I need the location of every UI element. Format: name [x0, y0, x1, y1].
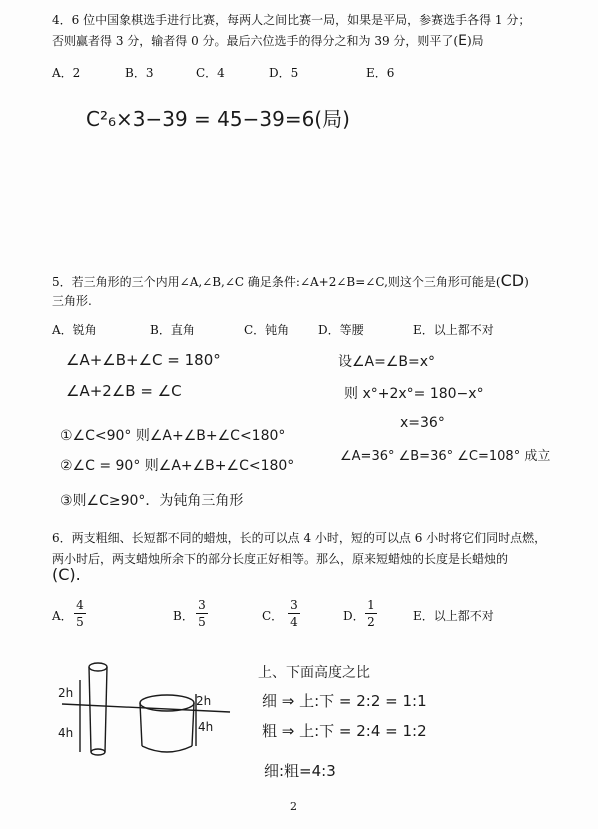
q6-option-b-numerator: 3 [198, 598, 206, 612]
q4-option-b: B．3 [125, 66, 154, 80]
q5-work-left-4: ②∠C = 90° 则∠A+∠B+∠C<180° [60, 458, 295, 474]
q5-work-right-1: 设∠A=∠B=x° [338, 354, 436, 370]
q5-line1-prefix: 5．若三角形的三个内用∠A,∠B,∠C 确足条件:∠A+2∠B=∠C,则这个三角形可能是( [52, 275, 501, 289]
q6-work-line-3: 细:粗=4:3 [264, 762, 336, 780]
q4-option-d: D．5 [269, 66, 299, 80]
q6-option-b-denominator: 5 [198, 615, 206, 629]
q4-option-c: C．4 [196, 66, 225, 80]
q6-work-line-1: 细 ⇒ 上:下 = 2:2 = 1:1 [262, 692, 427, 710]
q6-option-d-denominator: 2 [367, 615, 375, 629]
q6-option-c-numerator: 3 [290, 598, 298, 612]
q6-line2: 两小时后，两支蜡烛所余下的部分长度正好相等。那么，原来短蜡烛的长度是长蜡烛的 [52, 552, 509, 566]
q5-line1-suffix: ) [524, 275, 529, 289]
q5-option-e: E．以上都不对 [413, 323, 494, 337]
sketch-label-thin-top: 2h [58, 686, 74, 700]
q6-option-c-denominator: 4 [290, 615, 298, 629]
q6-option-a-denominator: 5 [76, 615, 84, 629]
q6-line1: 6．两支粗细、长短都不同的蜡烛，长的可以点 4 小时，短的可以点 6 小时将它们同时点燃， [52, 531, 547, 545]
sketch-label-thick-bottom: 4h [198, 720, 214, 734]
q6-option-d-label: D． [343, 609, 365, 623]
q5-option-b: B．直角 [150, 323, 195, 337]
q5-line2: 三角形. [52, 294, 92, 308]
q5-work-right-3: x=36° [400, 415, 445, 431]
q5-option-a: A．锐角 [52, 323, 97, 337]
q5-work-right-4: ∠A=36° ∠B=36° ∠C=108° 成立 [340, 449, 551, 464]
q6-work-title: 上、下面高度之比 [258, 665, 370, 681]
q6-work-line-2: 粗 ⇒ 上:下 = 2:4 = 1:2 [262, 722, 427, 740]
q4-line2-suffix: )局 [466, 34, 484, 48]
q6-option-b-label: B． [173, 609, 194, 623]
q5-handwritten-answer: CD [500, 271, 525, 290]
q5-work-left-1: ∠A+∠B+∠C = 180° [66, 351, 221, 369]
q5-option-c: C．钝角 [244, 323, 290, 337]
q5-work-left-3: ①∠C<90° 则∠A+∠B+∠C<180° [60, 428, 286, 444]
q4-option-e: E．6 [366, 66, 395, 80]
q5-work-left-2: ∠A+2∠B = ∠C [66, 382, 182, 400]
q4-handwritten-answer: E [458, 33, 467, 49]
q5-option-d: D．等腰 [318, 323, 364, 337]
page-number: 2 [290, 800, 297, 813]
q5-work-right-2: 则 x°+2x°= 180−x° [344, 386, 484, 402]
q4-line2-prefix: 否则赢者得 3 分，输者得 0 分。最后六位选手的得分之和为 39 分，则平了( [52, 34, 459, 48]
q4-option-a: A．2 [52, 66, 81, 80]
q6-option-e: E．以上都不对 [413, 609, 494, 623]
sketch-label-thin-bottom: 4h [58, 726, 74, 740]
q4-line1: 4．6 位中国象棋选手进行比赛，每两人之间比赛一局，如果是平局，参赛选手各得 1 分； [52, 13, 531, 27]
q6-option-c-label: C． [262, 609, 284, 623]
sketch-label-thick-top: 2h [196, 694, 212, 708]
q6-handwritten-answer: (C). [52, 565, 81, 584]
q4-handwritten-work: C²₆×3−39 = 45−39=6(局) [86, 107, 350, 131]
q5-work-left-5: ③则∠C≥90°．为钝角三角形 [60, 493, 244, 509]
q6-option-a-numerator: 4 [76, 598, 84, 612]
q6-option-a-label: A． [52, 609, 73, 623]
q6-option-d-numerator: 1 [367, 598, 375, 612]
